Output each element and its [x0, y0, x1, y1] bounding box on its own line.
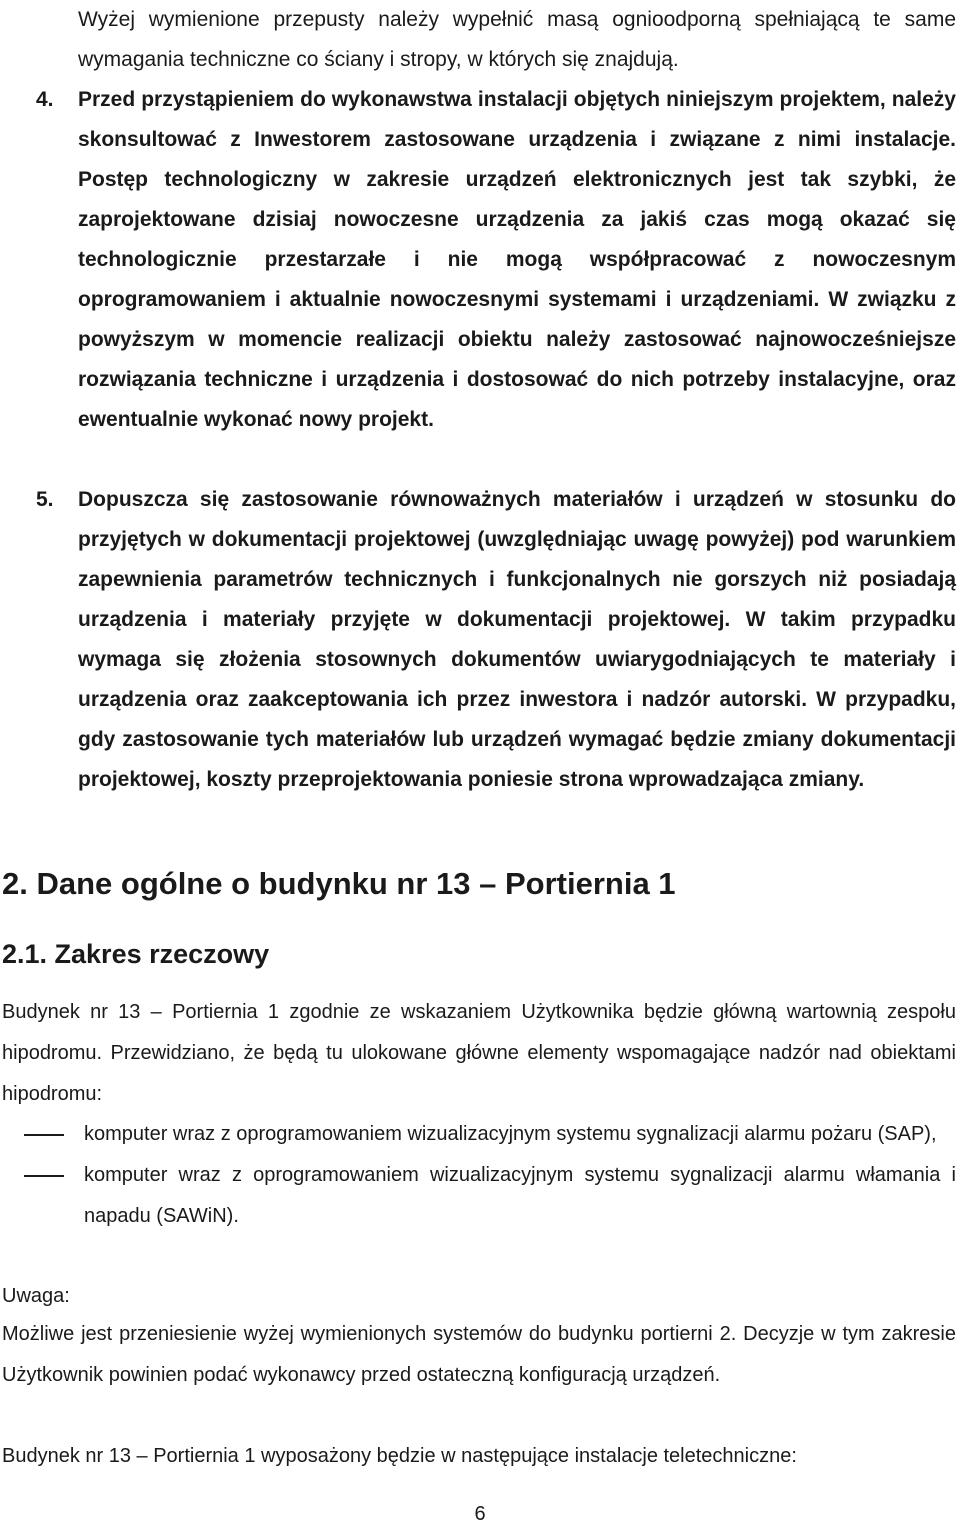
dash-bullet-icon	[24, 1175, 64, 1177]
installations-intro: Budynek nr 13 – Portiernia 1 wyposażony będzie w następujące instalacje teletechniczne:	[2, 1445, 797, 1467]
page-number: 6	[474, 1503, 486, 1525]
numbered-item-5	[0, 480, 956, 800]
paragraph-intro-building: Budynek nr 13 – Portiernia 1 zgodnie ze wskazaniem Użytkownika będzie główną wartownią zespołu hipodromu. Przewidziano, że będą tu ulokowane główne elementy wspomagające nadzór nad obiektami hipodromu:	[2, 1001, 956, 1105]
list-item	[0, 1155, 956, 1237]
numbered-item-4	[0, 80, 956, 440]
list-item	[0, 1114, 956, 1155]
dash-bullet-icon	[24, 1134, 64, 1136]
section-heading: 2. Dane ogólne o budynku nr 13 – Portiernia 1	[2, 866, 676, 901]
item-number: 4.	[36, 88, 54, 111]
bullet-list	[0, 1114, 956, 1237]
subsection-heading: 2.1. Zakres rzeczowy	[2, 939, 270, 969]
item-number: 5.	[36, 488, 54, 511]
list-item-text: komputer wraz z oprogramowaniem wizualizacyjnym systemu sygnalizacji alarmu włamania i napadu (SAWiN).	[84, 1164, 956, 1227]
note-label: Uwaga:	[2, 1285, 70, 1307]
intro-paragraph: Wyżej wymienione przepusty należy wypełnić masą ognioodporną spełniającą te same wymagania techniczne co ściany i stropy, w których się znajdują.	[78, 8, 956, 71]
item-text: Dopuszcza się zastosowanie równoważnych materiałów i urządzeń w stosunku do przyjętych w dokumentacji projektowej (uwzględniając uwagę powyżej) pod warunkiem zapewnienia parametrów technicznych i funkcjonalnych nie gorszych niż posiadają urządzenia i materiały przyjęte w dokumentacji projektowej. W takim przypadku wymaga się złożenia stosownych dokumentów uwiarygodniających te materiały i urządzenia oraz zaakceptowania ich przez inwestora i nadzór autorski. W przypadku, gdy zastosowanie tych materiałów lub urządzeń wymagać będzie zmiany dokumentacji projektowej, koszty przeprojektowania poniesie strona wprowadzająca zmiany.	[78, 488, 956, 791]
item-text: Przed przystąpieniem do wykonawstwa instalacji objętych niniejszym projektem, należy skonsultować z Inwestorem zastosowane urządzenia i związane z nimi instalacje. Postęp technologiczny w zakresie urządzeń elektronicznych jest tak szybki, że zaprojektowane dzisiaj nowoczesne urządzenia za jakiś czas mogą okazać się technologicznie przestarzałe i nie mogą współpracować z nowoczesnym oprogramowaniem i aktualnie nowoczesnymi systemami i urządzeniami. W związku z powyższym w momencie realizacji obiektu należy zastosować najnowocześniejsze rozwiązania techniczne i urządzenia i dostosować do nich potrzeby instalacyjne, oraz ewentualnie wykonać nowy projekt.	[78, 88, 956, 431]
note-text: Możliwe jest przeniesienie wyżej wymienionych systemów do budynku portierni 2. Decyzje w tym zakresie Użytkownik powinien podać wykonawcy przed ostateczną konfiguracją urządzeń.	[2, 1323, 956, 1386]
list-item-text: komputer wraz z oprogramowaniem wizualizacyjnym systemu sygnalizacji alarmu pożaru (SAP),	[84, 1123, 937, 1145]
